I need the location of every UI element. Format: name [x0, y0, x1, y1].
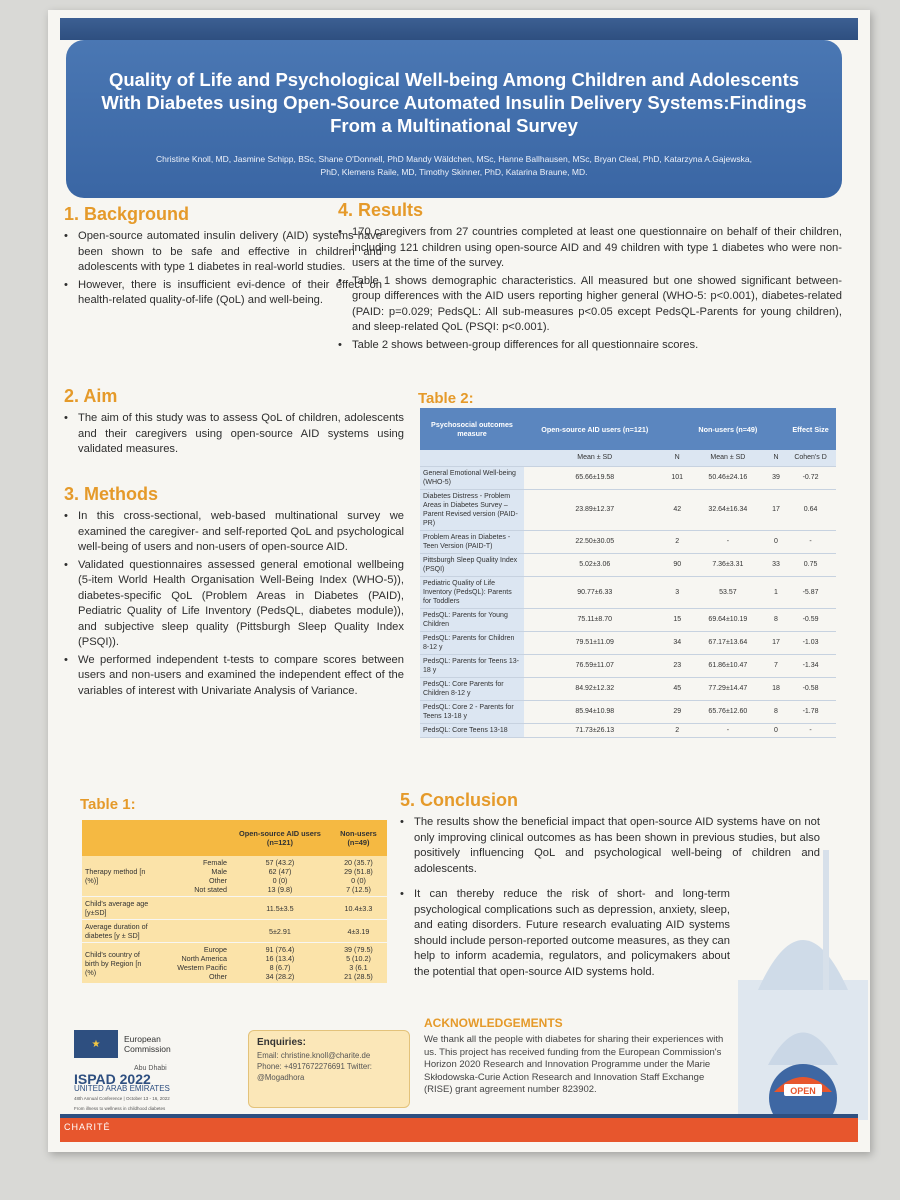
table-cell: PedsQL: Core 2 - Parents for Teens 13-18 y	[420, 700, 524, 723]
table-cell: Child's country of birth by Region [n (%)	[82, 943, 156, 984]
table-header: Psychosocial outcomes measure	[420, 408, 524, 450]
ec-logo	[74, 1030, 244, 1058]
table-row	[420, 576, 836, 608]
title-box	[66, 40, 842, 198]
table-cell: -0.72	[785, 466, 836, 489]
table-cell: Pediatric Quality of Life Inventory (PedsQL): Parents for Toddlers	[420, 576, 524, 608]
ispad-name: ISPAD 2022	[74, 1071, 151, 1087]
table-cell: Diabetes Distress - Problem Areas in Diabetes Survey – Parent Revised version (PAID-PR)	[420, 489, 524, 530]
table-cell-line: 0 (0)	[351, 876, 366, 885]
table-cell: 79.51±11.09	[524, 631, 666, 654]
ispad-logo	[74, 1064, 244, 1114]
table-header	[767, 408, 785, 450]
table-subheader: N	[666, 450, 689, 466]
table-cell-line: 34 (28.2)	[265, 972, 295, 981]
table-row	[420, 530, 836, 553]
table-cell: 7.36±3.31	[689, 553, 767, 576]
table-cell	[156, 920, 230, 943]
table-cell: 17	[767, 631, 785, 654]
table-cell	[230, 920, 330, 943]
table-cell: -0.59	[785, 608, 836, 631]
table-cell: 15	[666, 608, 689, 631]
table-cell: 65.66±19.58	[524, 466, 666, 489]
table-cell-line: 29 (51.8)	[344, 867, 373, 876]
table-cell: Therapy method [n (%)]	[82, 856, 156, 897]
table-cell: 90	[666, 553, 689, 576]
table-row	[420, 631, 836, 654]
table-cell-line: Other	[209, 972, 227, 981]
table-cell: 1	[767, 576, 785, 608]
table2	[420, 408, 836, 738]
table-header: Non-users (n=49)	[330, 820, 387, 856]
table-cell: 84.92±12.32	[524, 677, 666, 700]
table-row	[420, 700, 836, 723]
list-item: • Table 1 shows demographic characteristics. All measured but one showed significant between-group differences with the AID users reporting higher general (WHO-5: p<0.001), diabetes-related (PAID: p=0.029; PedsQL: All sub-measures p<0.05 except PedsQL-Parents for young children), and sleep-related QoL (PSQI: p<0.001).	[338, 274, 842, 336]
authors: Christine Knoll, MD, Jasmine Schipp, BSc, Shane O'Donnell, PhD Mandy Wäldchen, MSc, Hanne Ballhausen, MSc, Bryan Cleal, PhD, Katarzyna A.Gajewska, PhD, Klemens Raile, MD, Timothy Skinner, PhD, Katarina Braune, MD.	[156, 154, 752, 177]
table-cell-line: 10.4±3.3	[344, 903, 373, 913]
table-cell: 0	[767, 723, 785, 737]
table-cell-line: 20 (35.7)	[344, 858, 373, 867]
ispad-conference: 48th Annual Conference | October 13 - 16, 2022	[74, 1096, 170, 1101]
table-subheader: Mean ± SD	[524, 450, 666, 466]
table1-heading	[80, 796, 136, 817]
charite-logo: CHARITÉ	[64, 1122, 111, 1132]
list-item: • The aim of this study was to assess QoL of children, adolescents and their caregivers using open-source AID systems using validated measures.	[64, 411, 404, 458]
table-cell-line: Other	[209, 876, 227, 885]
list-item: • Open-source automated insulin delivery (AID) systems have been shown to be safe and effective in children and adolescents with type 1 diabetes in real-world studies.	[64, 229, 382, 276]
table-cell: -	[785, 723, 836, 737]
table-cell: PedsQL: Parents for Teens 13-18 y	[420, 654, 524, 677]
mosque-illustration	[728, 830, 868, 1120]
ispad-country: UNITED ARAB EMIRATES	[74, 1084, 170, 1093]
table-cell: Child's average age [y±SD]	[82, 897, 156, 920]
table-cell: 71.73±26.13	[524, 723, 666, 737]
table-cell: 65.76±12.60	[689, 700, 767, 723]
list-item: • Table 2 shows between-group differences for all questionnaire scores.	[338, 338, 842, 354]
aim-list	[64, 411, 404, 458]
acknowledgements-text: We thank all the people with diabetes for sharing their experiences with us. This project has received funding from the European Commission's Horizon 2020 Research and Innovation Programme under the Marie Skłodowska-Curie Action Research and Innovation Staff Exchange (RISE) grant agreement number 823902.	[424, 1034, 724, 1095]
table-cell: Average duration of diabetes [y ± SD]	[82, 920, 156, 943]
background-heading: 1. Background	[64, 204, 190, 224]
table-row	[82, 943, 387, 984]
table-cell: 7	[767, 654, 785, 677]
table-cell: 67.17±13.64	[689, 631, 767, 654]
table-row	[82, 856, 387, 897]
table-cell: 101	[666, 466, 689, 489]
background-list	[64, 229, 382, 309]
table-cell: PedsQL: Core Parents for Children 8-12 y	[420, 677, 524, 700]
table-cell: Problem Areas in Diabetes - Teen Version (PAID-T)	[420, 530, 524, 553]
table-cell-line: 5 (10.2)	[346, 954, 371, 963]
table-cell-line: 7 (12.5)	[346, 885, 371, 894]
table-cell-line: Female	[203, 858, 227, 867]
table-cell: 23	[666, 654, 689, 677]
table-subheader: N	[767, 450, 785, 466]
ec-label: European	[124, 1034, 161, 1044]
results-list	[338, 225, 842, 353]
table-cell: 8	[767, 608, 785, 631]
table-cell: 22.50±30.05	[524, 530, 666, 553]
table-cell: 77.29±14.47	[689, 677, 767, 700]
table-header	[156, 820, 230, 856]
table-subheader: Cohen's D	[785, 450, 836, 466]
footer-bar	[60, 1118, 858, 1142]
background-section	[64, 204, 382, 311]
list-item: • We performed independent t-tests to compare scores between users and non-users and examined the independent effect of the variables of interest with Univariate Analysis of Variance.	[64, 653, 404, 700]
table-cell	[330, 943, 387, 984]
table-cell: PedsQL: Core Teens 13-18	[420, 723, 524, 737]
methods-list	[64, 509, 404, 699]
table-cell: 0	[767, 530, 785, 553]
table-cell: 69.64±10.19	[689, 608, 767, 631]
table-header: Open-source AID users (n=121)	[524, 408, 666, 450]
enquiries-email: Email: christine.knoll@charite.de	[257, 1051, 371, 1060]
table-cell: 90.77±6.33	[524, 576, 666, 608]
table-cell-line: 3 (6.1	[349, 963, 368, 972]
table-row	[420, 466, 836, 489]
table-cell: 53.57	[689, 576, 767, 608]
table-cell: 23.89±12.37	[524, 489, 666, 530]
table-cell: 33	[767, 553, 785, 576]
table-cell: 5.02±3.06	[524, 553, 666, 576]
table-cell: 39	[767, 466, 785, 489]
table-cell: -	[689, 723, 767, 737]
list-item: • 170 caregivers from 27 countries completed at least one questionnaire on behalf of their children, including 121 children using open-source AID and 49 children with type 1 diabetes who were non-users at the time of the survey.	[338, 225, 842, 272]
table-cell	[330, 920, 387, 943]
table1-title: Table 1:	[80, 796, 136, 813]
table-cell: 61.86±10.47	[689, 654, 767, 677]
table-cell-line: Male	[211, 867, 227, 876]
table-cell	[156, 897, 230, 920]
table-subheader	[420, 450, 524, 466]
table-cell: 17	[767, 489, 785, 530]
table-cell-line: 0 (0)	[272, 876, 288, 885]
table1-body	[82, 856, 387, 984]
table-cell-line: 5±2.91	[268, 926, 291, 936]
table-cell: -1.03	[785, 631, 836, 654]
table2-title: Table 2:	[418, 390, 474, 407]
table-cell: Pittsburgh Sleep Quality Index (PSQI)	[420, 553, 524, 576]
table-cell-line: Not stated	[194, 885, 227, 894]
table-row	[420, 654, 836, 677]
table-cell-line: 16 (13.4)	[265, 954, 295, 963]
aim-heading: 2. Aim	[64, 386, 118, 406]
eu-flag-icon: ★	[74, 1030, 118, 1058]
table-cell: 75.11±8.70	[524, 608, 666, 631]
table-row	[420, 723, 836, 737]
list-item: • It can thereby reduce the risk of short- and long-term psychological complications such as depression, anxiety, sleep, and eating disorders. Future research evaluating AID systems should include person-reported outcome measures, as they can help to inform academia, regulators, and policymakers about the potential that open-source AID systems hold.	[400, 887, 820, 980]
table-cell-line: 8 (6.7)	[269, 963, 291, 972]
table-row	[420, 553, 836, 576]
results-heading: 4. Results	[338, 200, 424, 220]
table-cell-line: 62 (47)	[268, 867, 292, 876]
results-section	[338, 200, 842, 355]
poster	[48, 10, 870, 1152]
table-cell: General Emotional Well-being (WHO-5)	[420, 466, 524, 489]
table-row	[420, 489, 836, 530]
enquiries-phone: Phone: +4917672276691 Twitter:	[257, 1062, 372, 1071]
table-cell-line: Europe	[203, 945, 227, 954]
ispad-tagline: From illness to wellness in childhood diabetes	[74, 1106, 166, 1111]
table-cell: 34	[666, 631, 689, 654]
table-cell: 85.94±10.98	[524, 700, 666, 723]
open-badge: OPEN	[790, 1086, 816, 1096]
list-item: • Validated questionnaires assessed general emotional wellbeing (5-item World Health Organisation Well-Being Index (WHO-5)), diabetes-specific QoL (Problem Areas in Diabetes (PAID), Pediatric Quality of Life Inventory (PedsQL, diabetes module)), and subjective sleep quality (Pittsburgh Sleep Quality Index (PSQI)).	[64, 558, 404, 651]
table-cell: PedsQL: Parents for Children 8-12 y	[420, 631, 524, 654]
table-cell-line: 39 (79.5)	[344, 945, 373, 954]
table-header: Non-users (n=49)	[689, 408, 767, 450]
table-cell	[156, 856, 230, 897]
table-cell	[230, 856, 330, 897]
table-cell: 8	[767, 700, 785, 723]
table-cell: 29	[666, 700, 689, 723]
table-subheader: Mean ± SD	[689, 450, 767, 466]
table-row	[82, 897, 387, 920]
table-cell: 45	[666, 677, 689, 700]
ispad-city: Abu Dhabi	[134, 1065, 167, 1072]
table-header	[82, 820, 156, 856]
table-cell: 50.46±24.16	[689, 466, 767, 489]
aim-section	[64, 386, 404, 460]
table-cell: 42	[666, 489, 689, 530]
acknowledgements	[424, 1016, 724, 1097]
table-row	[82, 920, 387, 943]
enquiries-box	[248, 1030, 410, 1108]
table-cell: 2	[666, 530, 689, 553]
conclusion-heading: 5. Conclusion	[400, 790, 519, 810]
table-cell: 76.59±11.07	[524, 654, 666, 677]
table-cell	[330, 897, 387, 920]
table-cell: 18	[767, 677, 785, 700]
list-item: • The results show the beneficial impact that open-source AID systems have on not only improving clinical outcomes as has been shown in previous studies, but also positively influencing QoL and psychological well-being of children and adolescents.	[400, 815, 820, 877]
enquiries-heading: Enquiries:	[257, 1037, 306, 1048]
table-cell: 0.75	[785, 553, 836, 576]
table-row	[420, 677, 836, 700]
table-cell: -1.34	[785, 654, 836, 677]
table-cell	[230, 943, 330, 984]
methods-heading: 3. Methods	[64, 484, 159, 504]
poster-title: Quality of Life and Psychological Well-being Among Children and Adolescents With Diabetes using Open-Source Automated Insulin Delivery Systems:Findings From a Multinational Survey	[101, 69, 807, 136]
table-cell-line: 13 (9.8)	[267, 885, 293, 894]
table-cell-line: 4±3.19	[347, 926, 370, 936]
table-cell-line: 11.5±3.5	[266, 903, 294, 913]
table-cell: 2	[666, 723, 689, 737]
list-item: • In this cross-sectional, web-based multinational survey we examined the caregiver- and self-reported QoL and psychological well-being of users and non-users of open-source AID.	[64, 509, 404, 556]
table-header	[666, 408, 689, 450]
acknowledgements-heading: ACKNOWLEDGEMENTS	[424, 1016, 563, 1030]
table2-body	[420, 450, 836, 737]
table-cell: -0.58	[785, 677, 836, 700]
table-cell	[330, 856, 387, 897]
table-cell: -	[689, 530, 767, 553]
list-item: • However, there is insufficient evi-dence of their effect on health-related quality-of-life (QoL) and well-being.	[64, 278, 382, 309]
table-cell: 3	[666, 576, 689, 608]
table-cell: 0.64	[785, 489, 836, 530]
table-row	[420, 608, 836, 631]
table1	[82, 820, 387, 984]
enquiries-twitter: @Mogadhora	[257, 1073, 305, 1082]
top-bar	[60, 18, 858, 40]
table-cell: -1.78	[785, 700, 836, 723]
methods-section	[64, 484, 404, 701]
table-cell	[156, 943, 230, 984]
table-cell: PedsQL: Parents for Young Children	[420, 608, 524, 631]
table-cell-line: 21 (28.5)	[344, 972, 373, 981]
table-cell: -5.87	[785, 576, 836, 608]
table-cell	[230, 897, 330, 920]
table-header: Effect Size	[785, 408, 836, 450]
table-cell: 32.64±16.34	[689, 489, 767, 530]
table-cell-line: Western Pacific	[177, 963, 227, 972]
table-cell-line: North America	[181, 954, 227, 963]
table-cell-line: 57 (43.2)	[265, 858, 295, 867]
table-header: Open-source AID users (n=121)	[230, 820, 330, 856]
table-cell-line: 91 (76.4)	[265, 945, 295, 954]
logos-area	[74, 1030, 244, 1114]
ec-label: Commission	[124, 1044, 171, 1054]
table-subheader-row	[420, 450, 836, 466]
table-cell: -	[785, 530, 836, 553]
